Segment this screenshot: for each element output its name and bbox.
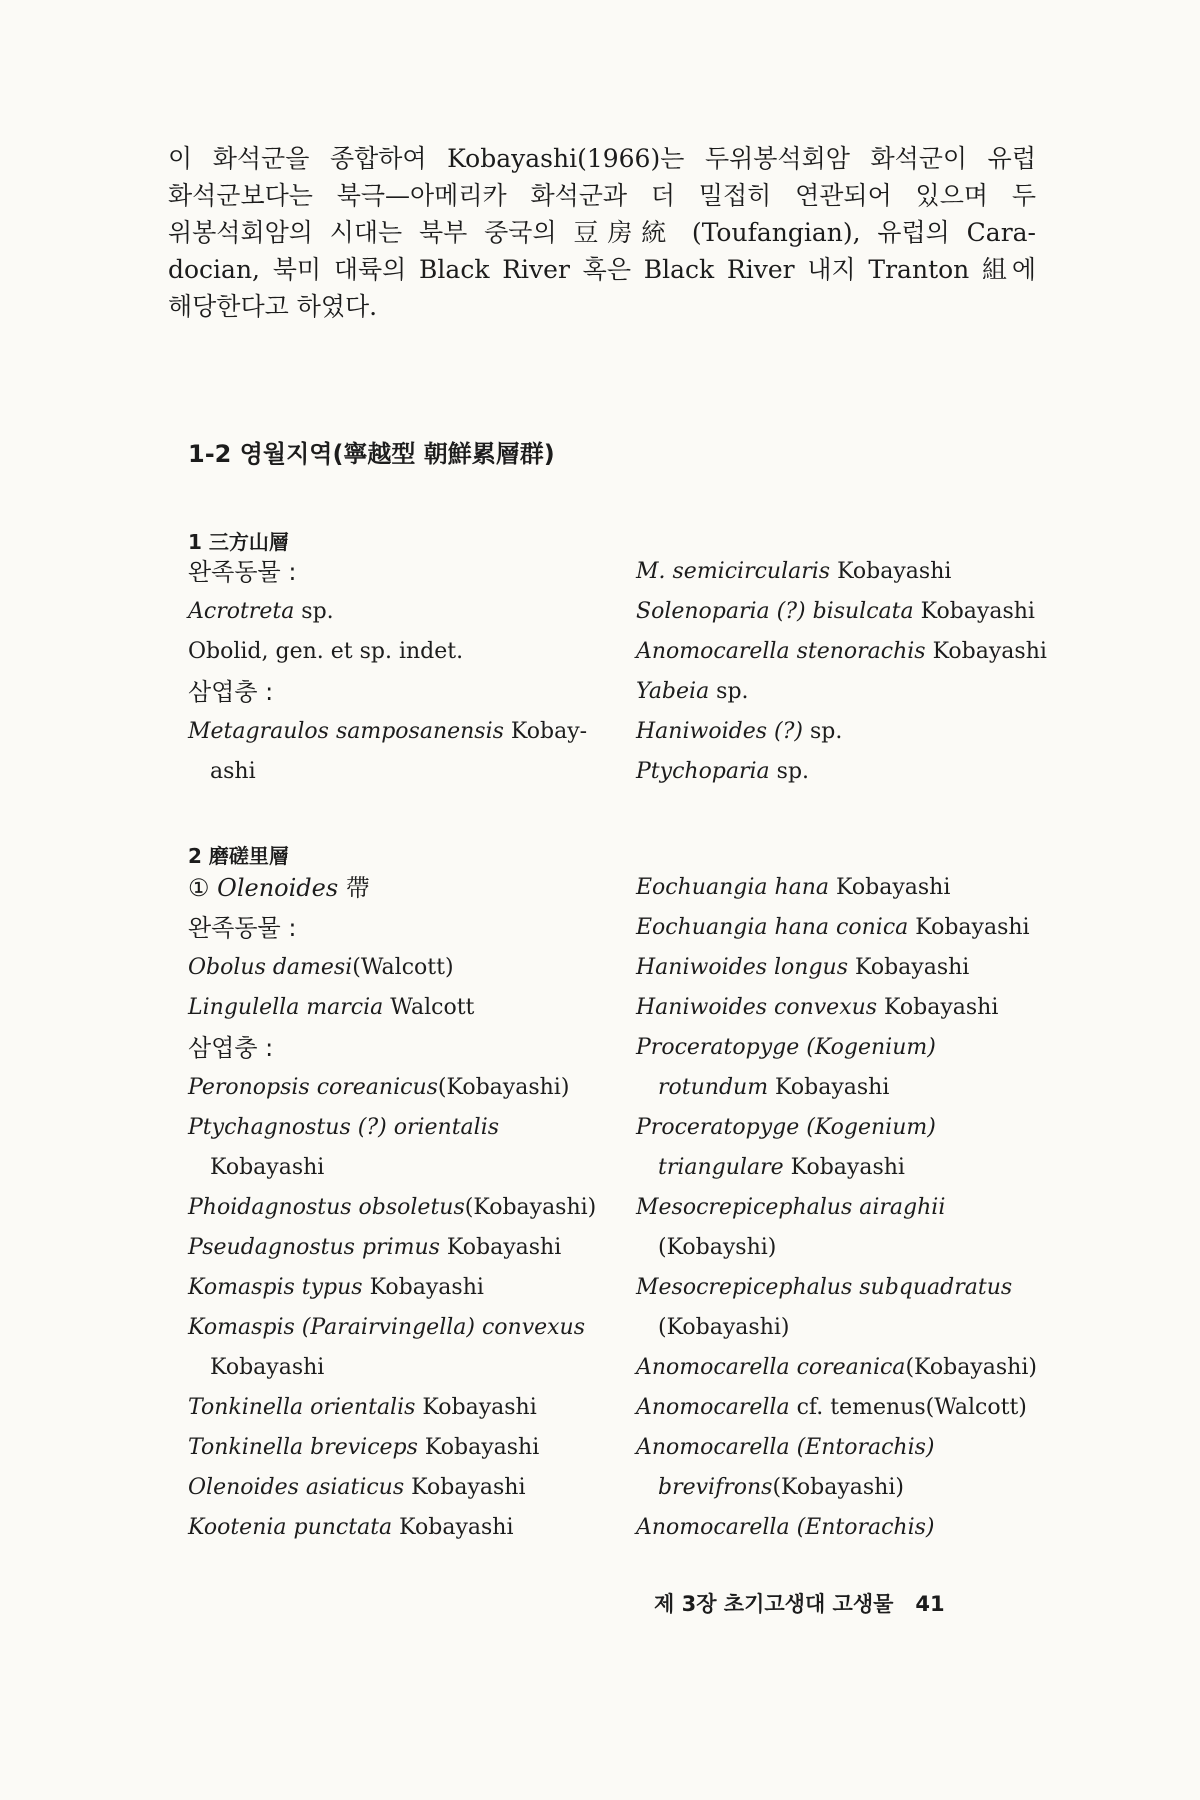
taxon-author: Kobayashi bbox=[404, 1475, 526, 1500]
taxon-name: Tonkinella breviceps bbox=[188, 1435, 418, 1460]
taxon-author: (Kobayashi) bbox=[658, 1315, 790, 1340]
taxon-entry bbox=[636, 948, 1037, 988]
taxon-entry bbox=[188, 1228, 596, 1268]
taxon-author: Kobayashi bbox=[210, 1355, 325, 1380]
taxon-name: Acrotreta bbox=[188, 599, 295, 624]
taxon-entry bbox=[188, 632, 587, 672]
intro-line: docian, 북미 대륙의 Black River 혹은 Black River 내지 Tranton 組에 bbox=[168, 255, 1036, 284]
taxon-name: Anomocarella stenorachis bbox=[636, 639, 926, 664]
taxon-author: Kobayashi bbox=[830, 559, 952, 584]
taxon-name: Ptychoparia bbox=[636, 759, 770, 784]
taxon-author: cf. temenus(Walcott) bbox=[789, 1395, 1027, 1420]
taxon-group-label: 삼엽충 : bbox=[188, 678, 274, 706]
taxon-name: Anomocarella (Entorachis) bbox=[636, 1435, 935, 1460]
taxon-entry bbox=[636, 592, 1047, 632]
taxon-group-label: 완족동물 : bbox=[188, 558, 297, 586]
taxon-name: Kootenia punctata bbox=[188, 1515, 393, 1540]
taxon-name: Phoidagnostus obsoletus bbox=[188, 1195, 465, 1220]
taxon-name: Proceratopyge (Kogenium) bbox=[636, 1115, 936, 1140]
taxon-entry bbox=[636, 1108, 1037, 1148]
fossil-list-sub2-right bbox=[636, 868, 1037, 1548]
taxon-name: Haniwoides longus bbox=[636, 955, 848, 980]
taxon-entry bbox=[636, 868, 1037, 908]
taxon-entry bbox=[188, 1388, 596, 1428]
zone-name: Olenoides bbox=[217, 874, 339, 902]
taxon-entry bbox=[636, 1268, 1037, 1308]
taxon-continuation bbox=[636, 1228, 1037, 1268]
taxon-author: Kobayashi bbox=[415, 1395, 537, 1420]
taxon-entry bbox=[636, 908, 1037, 948]
taxon-continuation bbox=[636, 1068, 1037, 1108]
taxon-name: Proceratopyge (Kogenium) bbox=[636, 1035, 936, 1060]
taxon-continuation bbox=[636, 1148, 1037, 1188]
taxon-entry bbox=[636, 552, 1047, 592]
taxon-name: rotundum bbox=[658, 1075, 769, 1100]
taxon-entry bbox=[636, 712, 1047, 752]
zone-number: ① bbox=[188, 874, 210, 902]
taxon-author: sp. bbox=[769, 759, 810, 784]
taxon-name: Anomocarella (Entorachis) bbox=[636, 1515, 935, 1540]
taxon-name: Mesocrepicephalus airaghii bbox=[636, 1195, 946, 1220]
taxon-name: Metagraulos samposanensis bbox=[188, 719, 504, 744]
taxon-author: Kobayashi bbox=[768, 1075, 890, 1100]
taxon-continuation bbox=[188, 1348, 596, 1388]
page-number: 41 bbox=[915, 1592, 945, 1616]
taxon-author: (Kobayashi) bbox=[905, 1355, 1037, 1380]
section-heading: 1-2 영월지역(寧越型 朝鮮累層群) bbox=[188, 440, 555, 468]
intro-line: 위봉석회암의 시대는 북부 중국의 豆房統 (Toufangian), 유럽의 Cara- bbox=[168, 218, 1036, 247]
taxon-entry bbox=[188, 1068, 596, 1108]
taxon-author: Kobayashi bbox=[417, 1435, 540, 1460]
fossil-list-sub1-left bbox=[188, 552, 587, 792]
taxon-name: Komaspis typus bbox=[188, 1275, 363, 1300]
taxon-author: Kobayashi bbox=[783, 1155, 905, 1180]
fossil-list-sub1-right bbox=[636, 552, 1047, 792]
taxon-author: ashi bbox=[210, 759, 256, 784]
subsection-heading-sampangsan: 1 三方山層 bbox=[188, 530, 289, 554]
taxon-author: sp. bbox=[294, 599, 334, 624]
taxon-continuation bbox=[188, 1148, 596, 1188]
taxon-continuation bbox=[188, 752, 587, 792]
taxon-entry bbox=[636, 1348, 1037, 1388]
taxon-name: Lingulella marcia bbox=[188, 995, 384, 1020]
taxon-entry bbox=[636, 1508, 1037, 1548]
taxon-author: sp. bbox=[709, 679, 749, 704]
taxon-group-label: 완족동물 : bbox=[188, 914, 297, 942]
taxon-name: Komaspis (Parairvingella) convexus bbox=[188, 1315, 586, 1340]
taxon-author: Kobayashi bbox=[925, 639, 1047, 664]
page-footer bbox=[654, 1588, 945, 1618]
taxon-author: Obolid, gen. et sp. indet. bbox=[188, 639, 464, 664]
subsection-heading-machari: 2 磨磋里層 bbox=[188, 844, 289, 868]
intro-paragraph bbox=[168, 140, 1036, 325]
taxon-continuation bbox=[636, 1468, 1037, 1508]
biozone-heading bbox=[188, 868, 596, 908]
taxon-name: Yabeia bbox=[636, 679, 710, 704]
taxon-author: (Walcott) bbox=[352, 955, 454, 980]
fossil-list-sub2-left bbox=[188, 868, 596, 1548]
taxon-name: Mesocrepicephalus subquadratus bbox=[636, 1275, 1013, 1300]
taxon-author: (Kobayashi) bbox=[464, 1195, 597, 1220]
taxon-entry bbox=[636, 1428, 1037, 1468]
taxon-entry bbox=[188, 988, 596, 1028]
taxon-entry bbox=[636, 988, 1037, 1028]
taxon-entry bbox=[636, 632, 1047, 672]
taxon-name: triangulare bbox=[658, 1155, 784, 1180]
taxon-entry bbox=[636, 1028, 1037, 1068]
intro-line: 해당한다고 하였다. bbox=[168, 292, 378, 321]
taxon-name: Eochuangia hana bbox=[636, 875, 830, 900]
taxon-entry bbox=[188, 1108, 596, 1148]
taxon-name: M. semicircularis bbox=[636, 559, 831, 584]
taxon-name: Solenoparia (?) bisulcata bbox=[636, 599, 914, 624]
taxon-entry bbox=[636, 672, 1047, 712]
taxon-author: sp. bbox=[802, 719, 843, 744]
taxon-author: Kobayashi bbox=[362, 1275, 484, 1300]
taxon-author: Kobayashi bbox=[848, 955, 970, 980]
taxon-entry bbox=[188, 1308, 596, 1348]
taxon-group-label: 삼엽충 : bbox=[188, 1034, 274, 1062]
taxon-entry bbox=[636, 752, 1047, 792]
taxon-name: Anomocarella coreanica bbox=[636, 1355, 906, 1380]
taxon-author: Kobayashi bbox=[392, 1515, 514, 1540]
taxon-name: Eochuangia hana conica bbox=[636, 915, 909, 940]
taxon-entry bbox=[188, 1508, 596, 1548]
taxon-continuation bbox=[636, 1308, 1037, 1348]
taxon-entry bbox=[188, 1188, 596, 1228]
taxon-author: (Kobayashi) bbox=[437, 1075, 570, 1100]
taxon-name: Olenoides asiaticus bbox=[188, 1475, 405, 1500]
taxon-entry bbox=[188, 1428, 596, 1468]
taxon-author: Kobayashi bbox=[913, 599, 1035, 624]
chapter-title: 제 3장 초기고생대 고생물 bbox=[654, 1592, 894, 1616]
taxon-author: Kobayashi bbox=[908, 915, 1030, 940]
taxon-entry bbox=[188, 712, 587, 752]
taxon-name: Haniwoides (?) bbox=[636, 719, 803, 744]
intro-line: 화석군보다는 북극—아메리카 화석군과 더 밀접히 연관되어 있으며 두 bbox=[168, 181, 1036, 210]
taxon-name: Pseudagnostus primus bbox=[188, 1235, 440, 1260]
taxon-name: Ptychagnostus (?) orientalis bbox=[188, 1115, 500, 1140]
taxon-entry bbox=[188, 592, 587, 632]
taxon-author: Kobayashi bbox=[877, 995, 999, 1020]
taxon-name: Haniwoides convexus bbox=[636, 995, 878, 1020]
taxon-entry bbox=[636, 1388, 1037, 1428]
zone-suffix: 帶 bbox=[338, 874, 370, 902]
taxon-entry bbox=[188, 1468, 596, 1508]
taxon-name: Anomocarella bbox=[636, 1395, 790, 1420]
taxon-author: Kobayashi bbox=[829, 875, 951, 900]
taxon-name: Obolus damesi bbox=[188, 955, 353, 980]
taxon-author: Walcott bbox=[383, 995, 475, 1020]
taxon-name: Tonkinella orientalis bbox=[188, 1395, 416, 1420]
taxon-author: Kobayashi bbox=[210, 1155, 325, 1180]
taxon-entry bbox=[188, 1268, 596, 1308]
intro-line: 이 화석군을 종합하여 Kobayashi(1966)는 두위봉석회암 화석군이 유럽 bbox=[168, 144, 1036, 173]
taxon-author: Kobay- bbox=[503, 719, 588, 744]
taxon-author: (Kobayashi) bbox=[772, 1475, 904, 1500]
taxon-author: (Kobayshi) bbox=[658, 1235, 777, 1260]
taxon-entry bbox=[188, 948, 596, 988]
taxon-author: Kobayashi bbox=[439, 1235, 562, 1260]
taxon-name: brevifrons bbox=[658, 1475, 773, 1500]
taxon-name: Peronopsis coreanicus bbox=[188, 1075, 438, 1100]
taxon-entry bbox=[636, 1188, 1037, 1228]
